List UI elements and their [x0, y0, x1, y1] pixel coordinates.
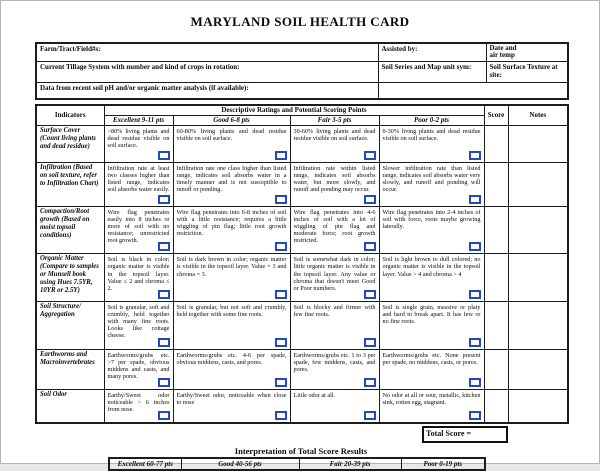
notes-cell[interactable]: [508, 162, 568, 206]
analysis-data-blank[interactable]: [378, 82, 568, 99]
rating-checkbox[interactable]: [158, 338, 170, 347]
rating-text: 30-60% living plants and dead residue visible on soil surface.: [293, 127, 376, 142]
farm-tract-label: Farm/Tract/Field#s:: [40, 45, 101, 53]
rating-text: Earthworms/grubs etc. None present per spade, no middens, casts, or pores.: [382, 351, 481, 366]
indicator-label: Soil Odor: [36, 390, 104, 424]
tillage-system-label: Current Tillage System with number and kind of crops in rotation:: [40, 62, 240, 71]
rating-cell-poor: [379, 125, 484, 162]
rating-cell-excellent: [104, 390, 173, 424]
analysis-data-label: Data from recent soil pH and/or organic matter analysis (if available):: [40, 83, 249, 92]
rating-checkbox[interactable]: [364, 378, 376, 387]
rating-text: Wire flag penetrates into 2-4 inches of soil with force, roots maybe growing laterally.: [382, 208, 481, 230]
rating-checkbox[interactable]: [364, 338, 376, 347]
rating-cell-excellent: [104, 254, 173, 302]
notes-cell[interactable]: [508, 390, 568, 424]
rating-cell-good: [173, 162, 290, 206]
col-header-fair: Fair 3-5 pts: [290, 115, 379, 125]
notes-header: Notes: [508, 105, 568, 125]
analysis-data-field[interactable]: [36, 82, 378, 99]
rating-text: Earthworms/grubs etc. 1 to 3 per spade, few middens, casts, and pores.: [293, 351, 376, 373]
indicator-label: Infiltration (Based on soil texture, refer to Infiltration Chart): [36, 162, 104, 206]
col-header-poor: Poor 0-2 pts: [379, 115, 484, 125]
rating-cell-good: [173, 254, 290, 302]
total-score-label: Total Score =: [426, 429, 472, 439]
rating-cell-poor: [379, 301, 484, 349]
table-row-organic-matter: [36, 254, 568, 302]
rating-checkbox[interactable]: [275, 290, 287, 299]
rating-text: Little odor at all.: [293, 392, 336, 400]
rating-text: 60-80% living plants and dead residue visible on soil surface.: [176, 127, 287, 142]
rating-text: Infiltration rate within listed range, indicates soil absorbs water, but more slowly, and runoff and ponding may occur.: [293, 164, 376, 194]
rating-cell-poor: [379, 390, 484, 424]
rating-cell-poor: [379, 254, 484, 302]
rating-checkbox[interactable]: [469, 290, 481, 299]
assisted-by-label: Assisted by:: [381, 45, 418, 53]
tillage-system-field[interactable]: [36, 61, 378, 82]
rating-checkbox[interactable]: [469, 378, 481, 387]
rating-checkbox[interactable]: [469, 195, 481, 204]
rating-text: Soil is dark brown in color; organic matter is visible in the topsoil layer. Value = 3 and chroma = 3.: [176, 256, 287, 278]
interpretation-table: [108, 457, 486, 471]
date-air-temp-field[interactable]: [486, 43, 568, 61]
rating-cell-excellent: [104, 125, 173, 162]
rating-text: 0-30% living plants and dead residue visible on soil surface.: [382, 127, 481, 142]
score-cell[interactable]: [484, 206, 508, 254]
rating-checkbox[interactable]: [364, 242, 376, 251]
rating-cell-excellent: [104, 349, 173, 390]
rating-checkbox[interactable]: [158, 195, 170, 204]
surface-texture-label: Soil Surface Texture at site:: [489, 62, 558, 79]
indicator-label: Compaction/Root growth (Based on moist topsoil conditions): [36, 206, 104, 254]
rating-text: No odor at all or sour, metallic, kitchen sink, rotten egg, stagnant.: [382, 392, 481, 407]
rating-text: Soil is blocky and firmer with few fine roots.: [293, 303, 376, 319]
rating-checkbox[interactable]: [275, 338, 287, 347]
page-title: MARYLAND SOIL HEALTH CARD: [190, 14, 410, 29]
notes-cell[interactable]: [508, 301, 568, 349]
rating-checkbox[interactable]: [364, 411, 376, 420]
rating-text: Earthy/Sweet odor, noticeable when close to nose: [176, 392, 287, 407]
score-header: Score: [484, 105, 508, 125]
interpretation-title: Interpretation of Total Score Results: [234, 446, 368, 457]
date-label-line2: air temp: [489, 51, 515, 60]
indicators-table: [35, 104, 569, 424]
table-row-soil-structure: [36, 301, 568, 349]
rating-text: Earthy/Sweet odor noticeable > 6 inches from nose.: [107, 392, 170, 414]
rating-checkbox[interactable]: [158, 242, 170, 251]
col-header-excellent: Excellent 9-11 pts: [104, 115, 173, 125]
rating-checkbox[interactable]: [469, 151, 481, 160]
rating-checkbox[interactable]: [275, 242, 287, 251]
site-info-table: [35, 42, 569, 100]
rating-checkbox[interactable]: [364, 290, 376, 299]
soil-series-label: Soil Series and Map unit sym:: [381, 62, 472, 71]
soil-series-field[interactable]: [378, 61, 486, 82]
rating-checkbox[interactable]: [158, 378, 170, 387]
total-score-box[interactable]: [422, 426, 508, 443]
assisted-by-field[interactable]: [378, 43, 486, 61]
table-row-soil-odor: [36, 390, 568, 424]
rating-checkbox[interactable]: [158, 290, 170, 299]
card-content: [35, 42, 567, 471]
farm-tract-field[interactable]: [36, 43, 378, 61]
rating-cell-fair: [290, 254, 379, 302]
rating-cell-excellent: [104, 206, 173, 254]
rating-cell-excellent: [104, 301, 173, 349]
rating-text: >80% living plants and dead residue visible on soil surface.: [107, 127, 170, 149]
score-cell[interactable]: [484, 349, 508, 390]
rating-cell-fair: [290, 206, 379, 254]
rating-cell-fair: [290, 162, 379, 206]
rating-cell-good: [173, 349, 290, 390]
score-cell[interactable]: [484, 254, 508, 302]
rating-text: Soil is granular, but not soft and crumbly, held together with some fine roots.: [176, 303, 287, 319]
score-cell[interactable]: [484, 301, 508, 349]
rating-cell-fair: [290, 125, 379, 162]
score-cell[interactable]: [484, 125, 508, 162]
interp-cell-fair: Fair 20-39 pts: [299, 458, 401, 470]
interp-cell-poor: Poor 0-19 pts: [401, 458, 485, 470]
rating-checkbox[interactable]: [275, 151, 287, 160]
rating-cell-good: [173, 206, 290, 254]
date-label-line1: Date and: [489, 44, 517, 52]
indicator-label: Earthworms and Macroinvertebrates: [36, 349, 104, 390]
rating-cell-good: [173, 125, 290, 162]
indicator-label: Surface Cover (Count living plants and dead residue): [36, 125, 104, 162]
rating-text: Infiltration rate at least two classes higher than listed range, indicates soil absorbs water easily.: [107, 164, 170, 194]
rating-cell-poor: [379, 162, 484, 206]
rating-text: Slower infiltration rate than listed range, indicates soil absorbs water very slowly, and runoff and ponding will occur.: [382, 164, 481, 194]
table-row-infiltration: [36, 162, 568, 206]
rating-cell-excellent: [104, 162, 173, 206]
rating-checkbox[interactable]: [469, 411, 481, 420]
rating-text: Infiltration rate one class higher than listed range, indicates soil absorbs water in a timely manner and is not susceptible to runoff or ponding.: [176, 164, 287, 194]
rating-text: Earthworms/grubs etc. >7 per spade, obvious middens and casts, and many pores.: [107, 351, 170, 380]
rating-checkbox[interactable]: [364, 151, 376, 160]
table-row-earthworms: [36, 349, 568, 390]
rating-checkbox[interactable]: [158, 151, 170, 160]
rating-cell-fair: [290, 349, 379, 390]
rating-checkbox[interactable]: [364, 195, 376, 204]
indicators-header: Indicators: [36, 105, 104, 125]
rating-text: Soil is granular, soft and crumbly, held together with many fine roots. Looks like cottage cheese.: [107, 303, 170, 340]
rating-text: Soil is single grain, massive or platy and hard to break apart. It has few or no fine roots.: [382, 303, 481, 326]
rating-checkbox[interactable]: [469, 242, 481, 251]
notes-cell[interactable]: [508, 206, 568, 254]
table-row-compaction: [36, 206, 568, 254]
rating-checkbox[interactable]: [275, 195, 287, 204]
rating-checkbox[interactable]: [275, 411, 287, 420]
col-header-good: Good 6-8 pts: [173, 115, 290, 125]
rating-text: Wire flag penetrates into 4-6 inches of soil with a lot of wiggling of pin flag and moderate force; root growth restricted.: [293, 208, 376, 245]
surface-texture-field[interactable]: [486, 61, 568, 82]
indicator-label: Soil Structure/ Aggregation: [36, 301, 104, 349]
rating-text: Soil is somewhat dark in color; little organic matter is visible in the topsoil layer. Any value or chroma that doesn't meet Good or Poor numbers.: [293, 256, 376, 292]
interp-cell-good: Good 40-56 pts: [181, 458, 299, 470]
rating-text: Wire flag penetrates into 6-8 inches of soil with a little resistance; requires a little wiggling of pin flag; little root growth restriction.: [176, 208, 287, 238]
rating-cell-good: [173, 390, 290, 424]
rating-text: Soil is light brown to dull colored; no organic matter is visible in the topsoil layer. Value > 4 and chroma > 4: [382, 256, 481, 278]
notes-cell[interactable]: [508, 125, 568, 162]
rating-cell-poor: [379, 349, 484, 390]
rating-cell-fair: [290, 301, 379, 349]
rating-text: Wire flag penetrates easily into 8 inches or more of soil with no resistance; unrestricted root growth.: [107, 208, 170, 245]
rating-cell-poor: [379, 206, 484, 254]
notes-cell[interactable]: [508, 349, 568, 390]
rating-text: Earthworms/grubs etc. 4-6 per spade, obvious middens, casts, and pores.: [176, 351, 287, 366]
rating-checkbox[interactable]: [158, 411, 170, 420]
rating-cell-fair: [290, 390, 379, 424]
rating-cell-good: [173, 301, 290, 349]
rating-text: Soil is black in color; organic matter is visible in the topsoil layer. Value ≤ 2 and chroma ≤ 2.: [107, 256, 170, 292]
score-cell[interactable]: [484, 390, 508, 424]
interp-cell-excellent: Excellent 60-77 pts: [109, 458, 181, 470]
table-row-surface-cover: [36, 125, 568, 162]
rating-checkbox[interactable]: [469, 338, 481, 347]
rating-checkbox[interactable]: [275, 378, 287, 387]
notes-cell[interactable]: [508, 254, 568, 302]
indicator-label: Organic Matter (Compare to samples or Munsell book using Hues 7.5YR, 10YR or 2.5Y): [36, 254, 104, 302]
score-cell[interactable]: [484, 162, 508, 206]
ratings-header: Descriptive Ratings and Potential Scoring Points: [104, 105, 484, 115]
